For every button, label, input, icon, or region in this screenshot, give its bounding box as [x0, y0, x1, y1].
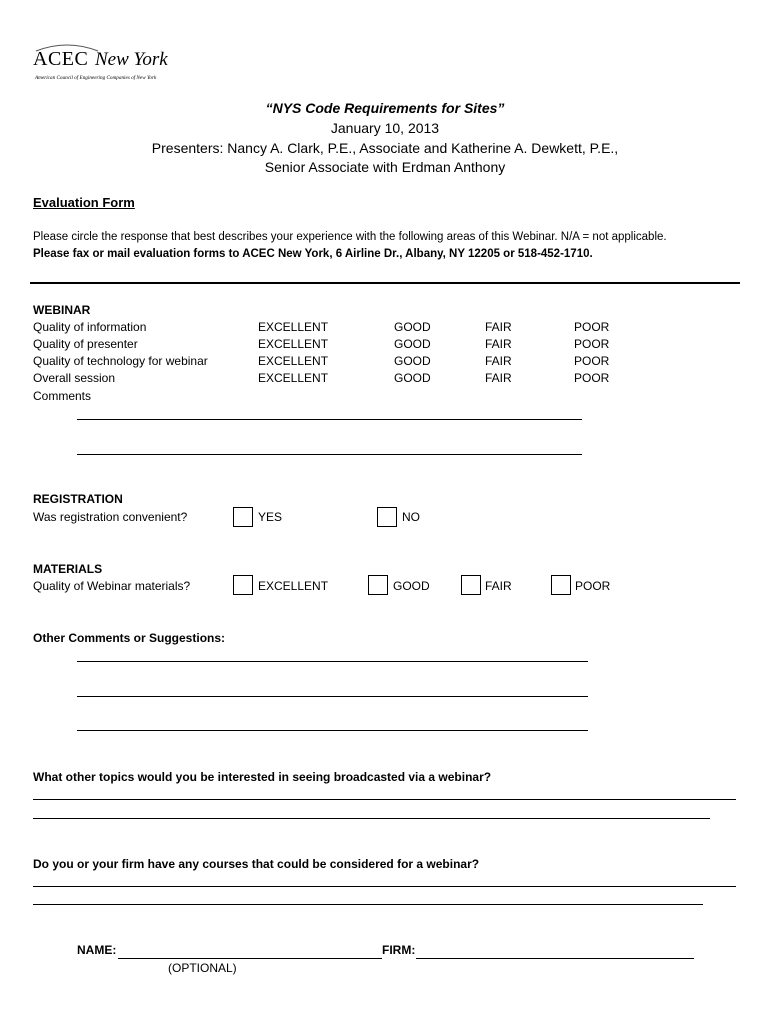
option-fair[interactable]: FAIR	[485, 371, 512, 385]
rating-row-label: Quality of information	[33, 320, 147, 334]
yes-checkbox[interactable]	[233, 507, 253, 527]
comments-label: Comments	[33, 389, 92, 403]
option-excellent[interactable]: EXCELLENT	[258, 354, 329, 368]
option-good[interactable]: GOOD	[394, 337, 431, 351]
poor-label: POOR	[575, 579, 611, 593]
logo-acec-text: ACEC	[33, 48, 89, 70]
topics-question: What other topics would you be interested in seeing broadcasted via a webinar?	[33, 770, 492, 784]
logo-new-york-text: New York	[95, 49, 168, 70]
form-instructions: Please circle the response that best describes your experience with the following areas of this Webinar. N/A = not applicable.	[33, 231, 667, 243]
name-label: NAME:	[77, 943, 117, 957]
option-good[interactable]: GOOD	[394, 371, 431, 385]
poor-checkbox[interactable]	[551, 575, 571, 595]
name-field[interactable]	[118, 958, 382, 959]
fax-note: Please fax or mail evaluation forms to ACEC New York, 6 Airline Dr., Albany, NY 12205 or 518-452-1710.	[33, 248, 593, 260]
option-good[interactable]: GOOD	[394, 354, 431, 368]
optional-note: (OPTIONAL)	[168, 961, 237, 975]
courses-answer-line[interactable]	[33, 886, 736, 887]
rating-row-label: Quality of technology for webinar	[33, 354, 208, 368]
courses-answer-line[interactable]	[33, 904, 703, 905]
courses-question: Do you or your firm have any courses that could be considered for a webinar?	[33, 857, 480, 871]
option-excellent[interactable]: EXCELLENT	[258, 371, 329, 385]
option-excellent[interactable]: EXCELLENT	[258, 320, 329, 334]
firm-label: FIRM:	[382, 943, 416, 957]
materials-heading: MATERIALS	[33, 562, 103, 576]
webinar-heading: WEBINAR	[33, 303, 91, 317]
option-poor[interactable]: POOR	[574, 337, 610, 351]
other-comments-line[interactable]	[77, 696, 588, 697]
no-checkbox[interactable]	[377, 507, 397, 527]
rating-row-label: Quality of presenter	[33, 337, 138, 351]
materials-question: Quality of Webinar materials?	[33, 579, 191, 593]
rating-row-label: Overall session	[33, 371, 116, 385]
section-divider	[30, 282, 740, 284]
good-checkbox[interactable]	[368, 575, 388, 595]
option-poor[interactable]: POOR	[574, 371, 610, 385]
other-comments-line[interactable]	[77, 661, 588, 662]
registration-question: Was registration convenient?	[33, 510, 188, 524]
other-comments-line[interactable]	[77, 730, 588, 731]
comments-line[interactable]	[77, 419, 582, 420]
option-poor[interactable]: POOR	[574, 320, 610, 334]
option-good[interactable]: GOOD	[394, 320, 431, 334]
webinar-title: “NYS Code Requirements for Sites”	[265, 100, 505, 116]
excellent-checkbox[interactable]	[233, 575, 253, 595]
option-poor[interactable]: POOR	[574, 354, 610, 368]
presenters-line-2: Senior Associate with Erdman Anthony	[264, 159, 506, 175]
option-fair[interactable]: FAIR	[485, 354, 512, 368]
good-label: GOOD	[393, 579, 430, 593]
no-label: NO	[402, 510, 420, 524]
topics-answer-line[interactable]	[33, 818, 710, 819]
webinar-date: January 10, 2013	[330, 120, 440, 136]
topics-answer-line[interactable]	[33, 799, 736, 800]
fair-label: FAIR	[485, 579, 512, 593]
comments-line[interactable]	[77, 454, 582, 455]
option-fair[interactable]: FAIR	[485, 320, 512, 334]
other-comments-heading: Other Comments or Suggestions:	[33, 631, 226, 645]
presenters-line-1: Presenters: Nancy A. Clark, P.E., Associate and Katherine A. Dewkett, P.E.,	[151, 140, 619, 156]
logo-subtitle: American Council of Engineering Companies of New York	[35, 75, 157, 81]
option-fair[interactable]: FAIR	[485, 337, 512, 351]
yes-label: YES	[258, 510, 283, 524]
option-excellent[interactable]: EXCELLENT	[258, 337, 329, 351]
registration-heading: REGISTRATION	[33, 492, 123, 506]
excellent-label: EXCELLENT	[258, 579, 329, 593]
firm-field[interactable]	[416, 958, 694, 959]
fair-checkbox[interactable]	[461, 575, 481, 595]
form-title: Evaluation Form	[33, 195, 135, 210]
